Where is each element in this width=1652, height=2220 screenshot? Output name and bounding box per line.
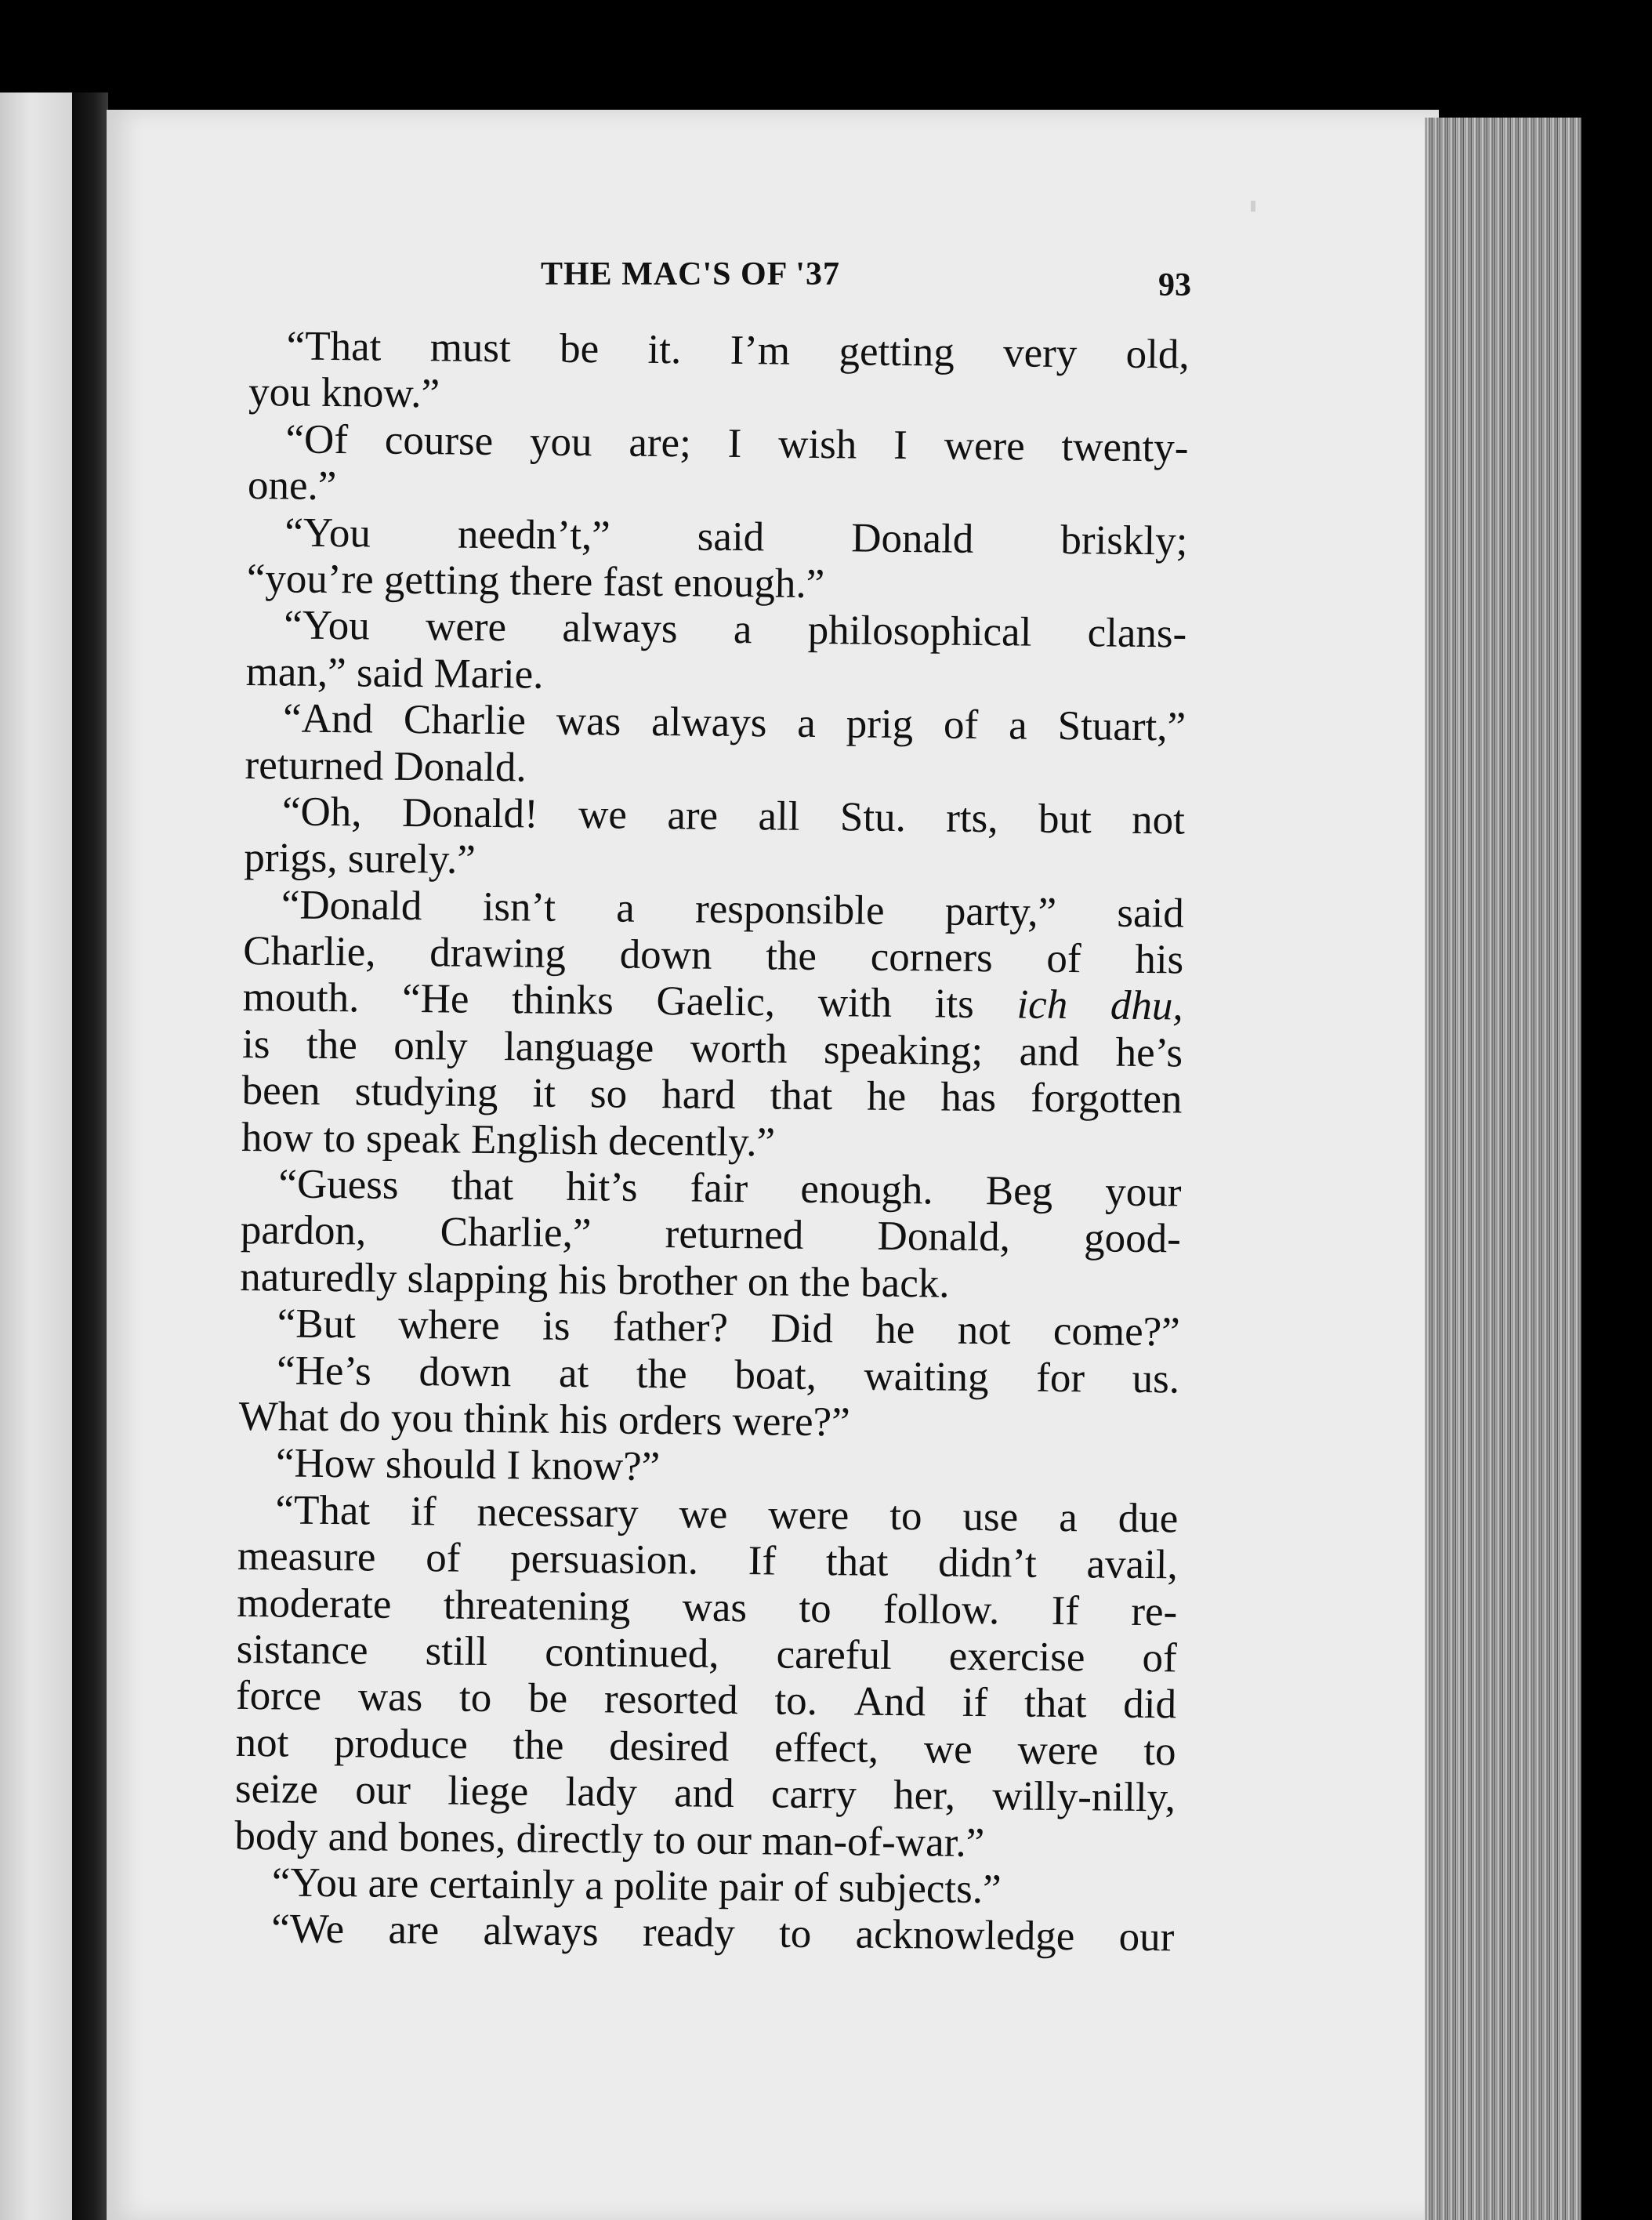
text-line: sistance still continued, careful exercise of	[236, 1626, 1177, 1681]
text-line: Charlie, drawing down the corners of his	[243, 928, 1184, 983]
text-line: one.”	[247, 462, 337, 510]
text-line: “He’s down at the boat, waiting for us.	[276, 1347, 1180, 1402]
text-line: What do you think his orders were?”	[238, 1393, 850, 1446]
text-line: “Oh, Donald! we are all Stu. rts, but not	[281, 789, 1186, 843]
page-number: 93	[1158, 267, 1191, 303]
text-line: “But where is father? Did he not come?”	[277, 1300, 1180, 1355]
book-gutter	[72, 92, 108, 2220]
text-line: “You were always a philosophical clans-	[284, 602, 1187, 657]
text-line: “Guess that hit’s fair enough. Beg your	[278, 1161, 1182, 1216]
text-line: you know.”	[248, 369, 440, 417]
running-head: THE MAC'S OF '37	[541, 256, 840, 292]
text-line: “you’re getting there fast enough.”	[246, 555, 825, 608]
page-stack-edge	[1425, 118, 1581, 2220]
body-text	[234, 323, 1190, 1961]
text-line: seize our liege lady and carry her, willy-nilly,	[234, 1766, 1176, 1821]
text-line: pardon, Charlie,” returned Donald, good-	[240, 1207, 1182, 1262]
text-line: “You are certainly a polite pair of subjects.”	[271, 1859, 1002, 1913]
dust-speck	[1251, 201, 1255, 212]
text-line: body and bones, directly to our man-of-war.”	[234, 1812, 985, 1866]
text-line: is the only language worth speaking; and he’s	[241, 1021, 1183, 1076]
text-line: “Donald isn’t a responsible party,” said	[281, 882, 1185, 937]
previous-page-edge	[0, 92, 75, 2220]
text-line: “That must be it. I’m getting very old,	[286, 323, 1190, 378]
text-line: measure of persuasion. If that didn’t avail,	[237, 1533, 1179, 1588]
text-line: mouth. “He thinks Gaelic, with its ich dhu,	[242, 974, 1183, 1029]
text-line: returned Donald.	[245, 742, 527, 790]
text-line: man,” said Marie.	[245, 648, 544, 698]
text-line: “You needn’t,” said Donald briskly;	[284, 510, 1188, 564]
background-margin	[1581, 118, 1652, 2220]
text-line: “How should I know?”	[275, 1440, 661, 1490]
text-line: “We are always ready to acknowledge our	[271, 1906, 1175, 1961]
text-line: how to speak English decently.”	[241, 1114, 776, 1166]
text-line: moderate threatening was to follow. If re-	[237, 1580, 1178, 1634]
text-line: “And Charlie was always a prig of a Stuart,”	[282, 695, 1186, 750]
text-line: force was to be resorted to. And if that did	[235, 1673, 1177, 1728]
text-line: not produce the desired effect, we were to	[235, 1719, 1176, 1775]
text-line: naturedly slapping his brother on the back.	[240, 1253, 950, 1307]
text-line: been studying it so hard that he has forgotten	[241, 1068, 1183, 1123]
text-line: “That if necessary we were to use a due	[275, 1487, 1179, 1542]
text-line: “Of course you are; I wish I were twenty-	[285, 416, 1189, 471]
text-line: prigs, surely.”	[244, 835, 476, 883]
